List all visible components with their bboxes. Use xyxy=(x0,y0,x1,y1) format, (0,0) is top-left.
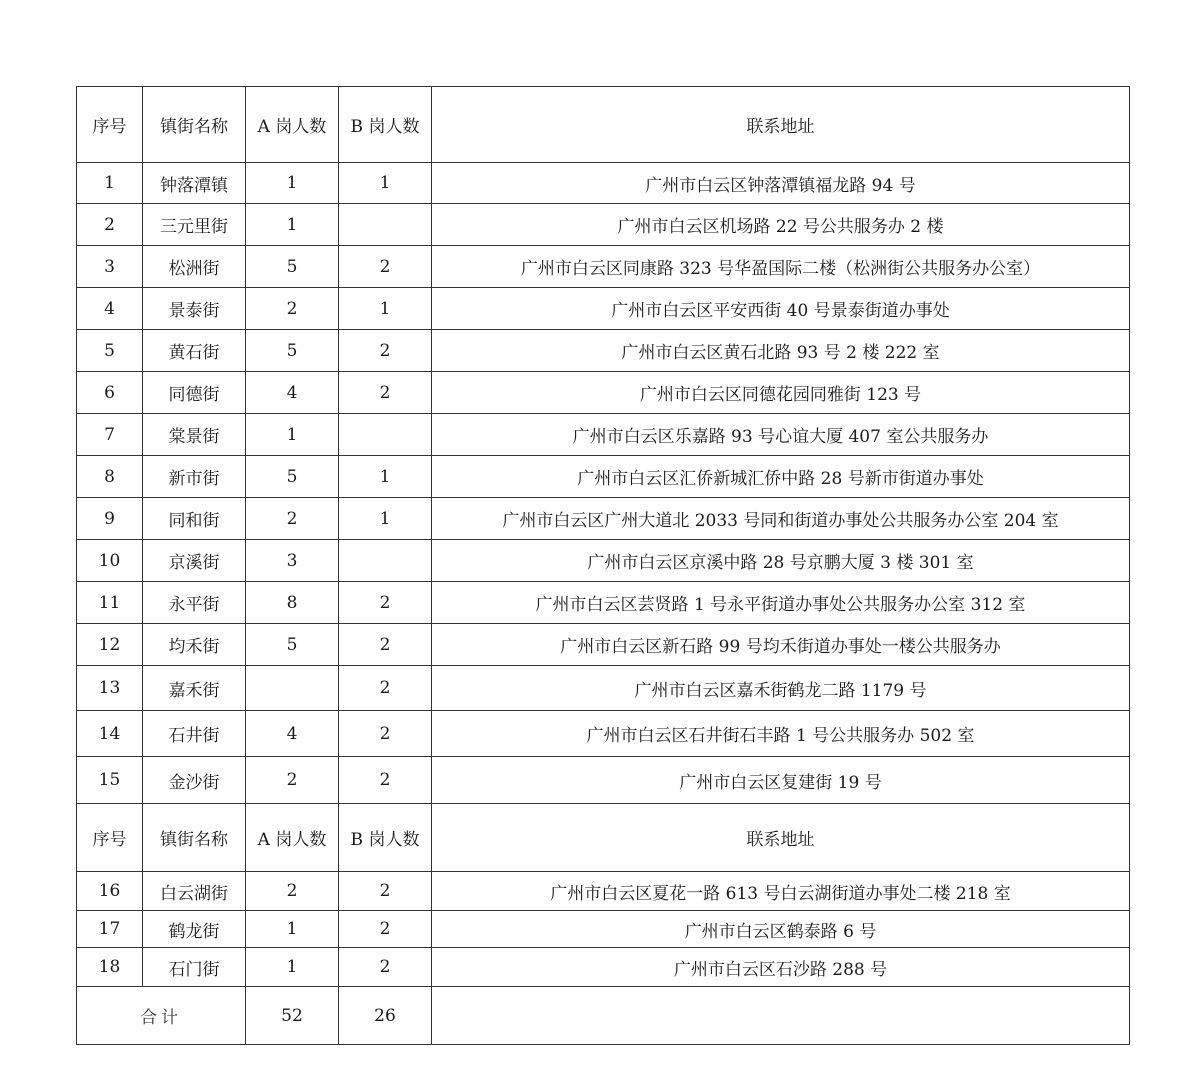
header-cell-b-count: B 岗人数 xyxy=(339,87,432,163)
staffing-table-sheet xyxy=(76,86,1130,1045)
cell-street: 同和街 xyxy=(143,498,246,540)
table-row xyxy=(77,372,1130,414)
total-label: 合计 xyxy=(77,987,246,1045)
cell-b-count: 2 xyxy=(339,246,432,288)
cell-a-count: 2 xyxy=(246,757,339,804)
cell-index: 8 xyxy=(77,456,143,498)
table-row xyxy=(77,757,1130,804)
cell-address: 广州市白云区广州大道北 2033 号同和街道办事处公共服务办公室 204 室 xyxy=(432,498,1130,540)
cell-a-count: 5 xyxy=(246,246,339,288)
header-cell-b-count: B 岗人数 xyxy=(339,804,432,872)
cell-a-count xyxy=(246,666,339,711)
cell-address: 广州市白云区新石路 99 号均禾街道办事处一楼公共服务办 xyxy=(432,624,1130,666)
cell-a-count: 5 xyxy=(246,624,339,666)
cell-street: 钟落潭镇 xyxy=(143,163,246,204)
table-row xyxy=(77,948,1130,987)
cell-address: 广州市白云区芸贤路 1 号永平街道办事处公共服务办公室 312 室 xyxy=(432,582,1130,624)
cell-address: 广州市白云区鹤泰路 6 号 xyxy=(432,911,1130,948)
cell-address: 广州市白云区乐嘉路 93 号心谊大厦 407 室公共服务办 xyxy=(432,414,1130,456)
cell-b-count: 2 xyxy=(339,948,432,987)
table-row xyxy=(77,911,1130,948)
cell-address: 广州市白云区钟落潭镇福龙路 94 号 xyxy=(432,163,1130,204)
cell-street: 棠景街 xyxy=(143,414,246,456)
table-row xyxy=(77,582,1130,624)
total-row xyxy=(77,987,1130,1045)
cell-a-count: 5 xyxy=(246,456,339,498)
cell-index: 6 xyxy=(77,372,143,414)
cell-street: 松洲街 xyxy=(143,246,246,288)
cell-street: 均禾街 xyxy=(143,624,246,666)
table-row xyxy=(77,624,1130,666)
header-cell-street: 镇街名称 xyxy=(143,87,246,163)
cell-address: 广州市白云区夏花一路 613 号白云湖街道办事处二楼 218 室 xyxy=(432,872,1130,911)
cell-index: 4 xyxy=(77,288,143,330)
header-row xyxy=(77,87,1130,163)
cell-b-count: 1 xyxy=(339,498,432,540)
cell-street: 新市街 xyxy=(143,456,246,498)
cell-a-count: 4 xyxy=(246,711,339,757)
cell-index: 14 xyxy=(77,711,143,757)
cell-address: 广州市白云区机场路 22 号公共服务办 2 楼 xyxy=(432,204,1130,246)
cell-a-count: 2 xyxy=(246,872,339,911)
cell-index: 5 xyxy=(77,330,143,372)
staffing-table xyxy=(76,86,1130,1045)
cell-b-count: 2 xyxy=(339,711,432,757)
table-row xyxy=(77,456,1130,498)
table-row xyxy=(77,872,1130,911)
cell-a-count: 1 xyxy=(246,204,339,246)
table-row xyxy=(77,414,1130,456)
table-row xyxy=(77,288,1130,330)
cell-a-count: 1 xyxy=(246,948,339,987)
cell-address: 广州市白云区黄石北路 93 号 2 楼 222 室 xyxy=(432,330,1130,372)
cell-a-count: 8 xyxy=(246,582,339,624)
cell-street: 同德街 xyxy=(143,372,246,414)
cell-street: 鹤龙街 xyxy=(143,911,246,948)
cell-address: 广州市白云区嘉禾街鹤龙二路 1179 号 xyxy=(432,666,1130,711)
cell-index: 17 xyxy=(77,911,143,948)
header-cell-a-count: A 岗人数 xyxy=(246,804,339,872)
cell-index: 9 xyxy=(77,498,143,540)
cell-index: 16 xyxy=(77,872,143,911)
cell-b-count: 1 xyxy=(339,288,432,330)
cell-index: 15 xyxy=(77,757,143,804)
cell-street: 黄石街 xyxy=(143,330,246,372)
cell-b-count xyxy=(339,414,432,456)
cell-address: 广州市白云区同康路 323 号华盈国际二楼（松洲街公共服务办公室） xyxy=(432,246,1130,288)
cell-street: 白云湖街 xyxy=(143,872,246,911)
table-row xyxy=(77,666,1130,711)
total-b-count: 26 xyxy=(339,987,432,1045)
cell-a-count: 1 xyxy=(246,414,339,456)
cell-b-count: 2 xyxy=(339,666,432,711)
cell-street: 金沙街 xyxy=(143,757,246,804)
cell-b-count: 2 xyxy=(339,372,432,414)
cell-b-count: 2 xyxy=(339,911,432,948)
cell-index: 7 xyxy=(77,414,143,456)
header-cell-street: 镇街名称 xyxy=(143,804,246,872)
header-cell-address: 联系地址 xyxy=(432,804,1130,872)
cell-a-count: 1 xyxy=(246,163,339,204)
table-row xyxy=(77,330,1130,372)
cell-index: 2 xyxy=(77,204,143,246)
cell-index: 3 xyxy=(77,246,143,288)
cell-address: 广州市白云区平安西街 40 号景泰街道办事处 xyxy=(432,288,1130,330)
total-a-count: 52 xyxy=(246,987,339,1045)
cell-index: 18 xyxy=(77,948,143,987)
cell-street: 景泰街 xyxy=(143,288,246,330)
cell-index: 10 xyxy=(77,540,143,582)
cell-a-count: 5 xyxy=(246,330,339,372)
cell-a-count: 1 xyxy=(246,911,339,948)
cell-a-count: 3 xyxy=(246,540,339,582)
table-row xyxy=(77,246,1130,288)
cell-index: 11 xyxy=(77,582,143,624)
cell-address: 广州市白云区京溪中路 28 号京鹏大厦 3 楼 301 室 xyxy=(432,540,1130,582)
cell-address: 广州市白云区石沙路 288 号 xyxy=(432,948,1130,987)
cell-street: 京溪街 xyxy=(143,540,246,582)
cell-a-count: 2 xyxy=(246,288,339,330)
table-row xyxy=(77,163,1130,204)
cell-b-count: 2 xyxy=(339,872,432,911)
cell-street: 石门街 xyxy=(143,948,246,987)
total-address xyxy=(432,987,1130,1045)
cell-address: 广州市白云区复建街 19 号 xyxy=(432,757,1130,804)
header-cell-index: 序号 xyxy=(77,87,143,163)
cell-a-count: 2 xyxy=(246,498,339,540)
header-cell-address: 联系地址 xyxy=(432,87,1130,163)
cell-a-count: 4 xyxy=(246,372,339,414)
table-row xyxy=(77,204,1130,246)
cell-b-count: 2 xyxy=(339,582,432,624)
cell-index: 1 xyxy=(77,163,143,204)
header-cell-a-count: A 岗人数 xyxy=(246,87,339,163)
cell-index: 12 xyxy=(77,624,143,666)
cell-address: 广州市白云区同德花园同雅街 123 号 xyxy=(432,372,1130,414)
cell-address: 广州市白云区汇侨新城汇侨中路 28 号新市街道办事处 xyxy=(432,456,1130,498)
cell-b-count: 2 xyxy=(339,330,432,372)
cell-b-count xyxy=(339,540,432,582)
cell-b-count: 2 xyxy=(339,757,432,804)
cell-street: 嘉禾街 xyxy=(143,666,246,711)
repeated-header-row xyxy=(77,804,1130,872)
cell-b-count xyxy=(339,204,432,246)
cell-b-count: 2 xyxy=(339,624,432,666)
cell-street: 石井街 xyxy=(143,711,246,757)
cell-b-count: 1 xyxy=(339,163,432,204)
cell-b-count: 1 xyxy=(339,456,432,498)
cell-street: 永平街 xyxy=(143,582,246,624)
cell-address: 广州市白云区石井街石丰路 1 号公共服务办 502 室 xyxy=(432,711,1130,757)
table-row xyxy=(77,498,1130,540)
table-row xyxy=(77,540,1130,582)
cell-street: 三元里街 xyxy=(143,204,246,246)
cell-index: 13 xyxy=(77,666,143,711)
table-row xyxy=(77,711,1130,757)
header-cell-index: 序号 xyxy=(77,804,143,872)
